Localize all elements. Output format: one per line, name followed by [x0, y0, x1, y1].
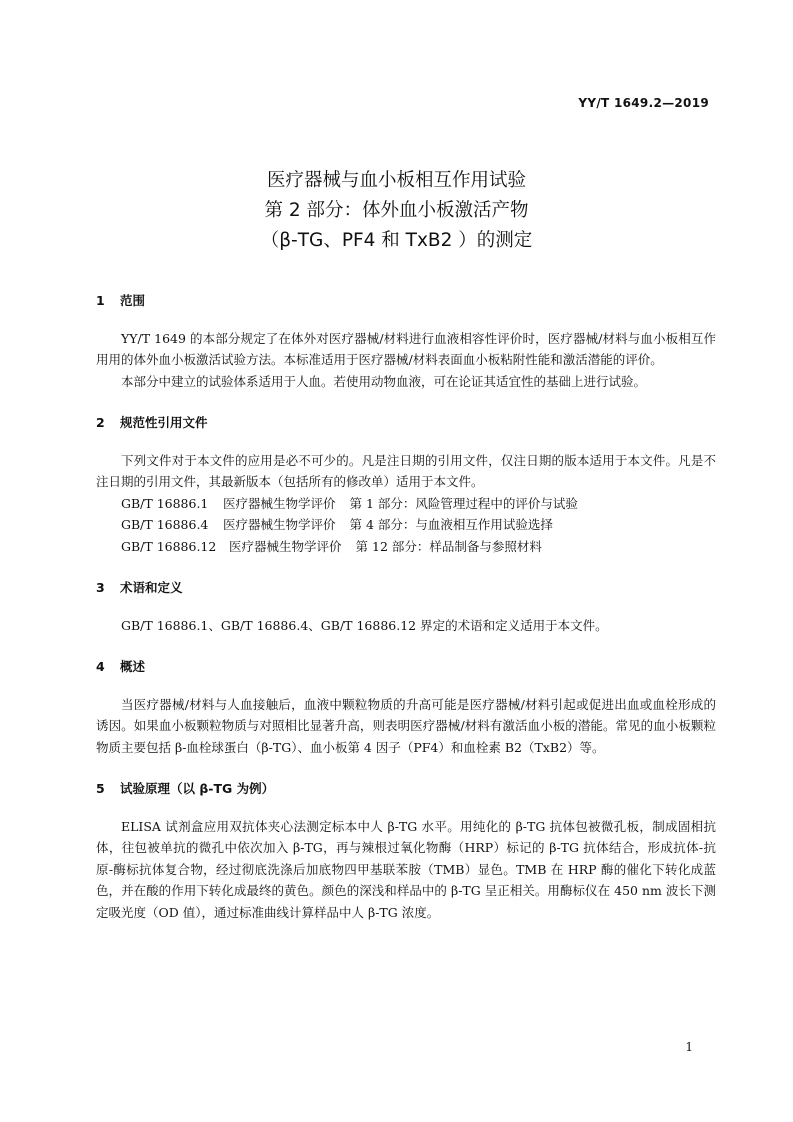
section-1-paragraph-2: 本部分中建立的试验体系适用于人血。若使用动物血液，可在论证其适宜性的基础上进行试验。 — [121, 373, 647, 389]
section-3-heading — [96, 577, 716, 599]
reference-code: GB/T 16886.1 — [121, 495, 209, 511]
reference-item — [96, 514, 716, 536]
section-number: 5 — [96, 781, 105, 796]
section-title: 范围 — [120, 293, 146, 308]
section-number: 4 — [96, 659, 105, 674]
section-number: 2 — [96, 415, 105, 430]
document-title — [100, 166, 693, 256]
section-4-paragraph-1: 当医疗器械/材料与人血接触后，血液中颗粒物质的升高可能是医疗器械/材料引起或促进出血或血栓形成的诱因。如果血小板颗粒物质与对照相比显著升高，则表明医疗器械/材料有激活血小板的潜能。常见的血小板颗粒物质主要包括 β-血栓球蛋白（β-TG）、血小板第 4 因子（PF4）和血栓素 B2（TxB2）等。 — [96, 696, 716, 755]
section-number: 1 — [96, 293, 105, 308]
page-number: 1 — [685, 1040, 693, 1054]
section-title: 试验原理（以 β-TG 为例） — [120, 781, 275, 796]
reference-name: 医疗器械生物学评价 — [223, 517, 336, 532]
section-2-paragraph-1: 下列文件对于本文件的应用是必不可少的。凡是注日期的引用文件，仅注日期的版本适用于本文件。凡是不注日期的引用文件，其最新版本（包括所有的修改单）适用于本文件。 — [96, 452, 716, 489]
section-title: 术语和定义 — [120, 580, 183, 595]
title-line-2: 第 2 部分：体外血小板激活产物 — [264, 200, 529, 221]
reference-name: 医疗器械生物学评价 — [229, 538, 342, 554]
reference-code: GB/T 16886.4 — [121, 517, 209, 532]
reference-part: 第 12 部分：样品制备与参照材料 — [355, 538, 542, 554]
section-5-paragraph-1: ELISA 试剂盒应用双抗体夹心法测定标本中人 β-TG 水平。用纯化的 β-TG 抗体包被微孔板，制成固相抗体，往包被单抗的微孔中依次加入 β-TG，再与辣根过氧化物酶（HRP）标记的 β-TG 抗体结合，形成抗体-抗原-酶标抗体复合物，经过彻底洗涤后加底物四甲基联苯胺（TMB）显色。TMB 在 HRP 酶的催化下转化成蓝色，并在酸的作用下转化成最终的黄色。颜色的深浅和样品中的 β-TG 呈正相关。用酶标仪在 450 nm 波长下测定吸光度（OD 值），通过标准曲线计算样品中人 β-TG 浓度。 — [96, 818, 716, 920]
reference-item — [96, 493, 716, 515]
section-title: 规范性引用文件 — [120, 415, 208, 430]
section-4-heading — [96, 656, 716, 678]
section-1-paragraph-1: YY/T 1649 的本部分规定了在体外对医疗器械/材料进行血液相容性评价时，医疗器械/材料与血小板相互作用用的体外血小板激活试验方法。本标准适用于医疗器械/材料表面血小板粘附性能和激活潜能的评价。 — [96, 330, 716, 367]
section-title: 概述 — [120, 659, 146, 674]
section-number: 3 — [96, 580, 105, 595]
reference-part: 第 4 部分：与血液相互作用试验选择 — [349, 517, 553, 532]
reference-name: 医疗器械生物学评价 — [223, 495, 336, 511]
title-line-3: （β-TG、PF4 和 TxB2 ）的测定 — [260, 230, 533, 251]
section-5-heading — [96, 778, 716, 800]
reference-part: 第 1 部分：风险管理过程中的评价与试验 — [349, 495, 578, 511]
standard-code: YY/T 1649.2—2019 — [578, 96, 709, 110]
section-1-heading — [96, 290, 716, 312]
section-2-heading — [96, 412, 716, 434]
reference-item — [96, 536, 716, 558]
section-3-paragraph-1: GB/T 16886.1、GB/T 16886.4、GB/T 16886.12 界定的术语和定义适用于本文件。 — [121, 617, 608, 633]
title-line-1: 医疗器械与血小板相互作用试验 — [266, 170, 526, 191]
reference-code: GB/T 16886.12 — [121, 538, 217, 554]
document-body — [96, 290, 716, 923]
